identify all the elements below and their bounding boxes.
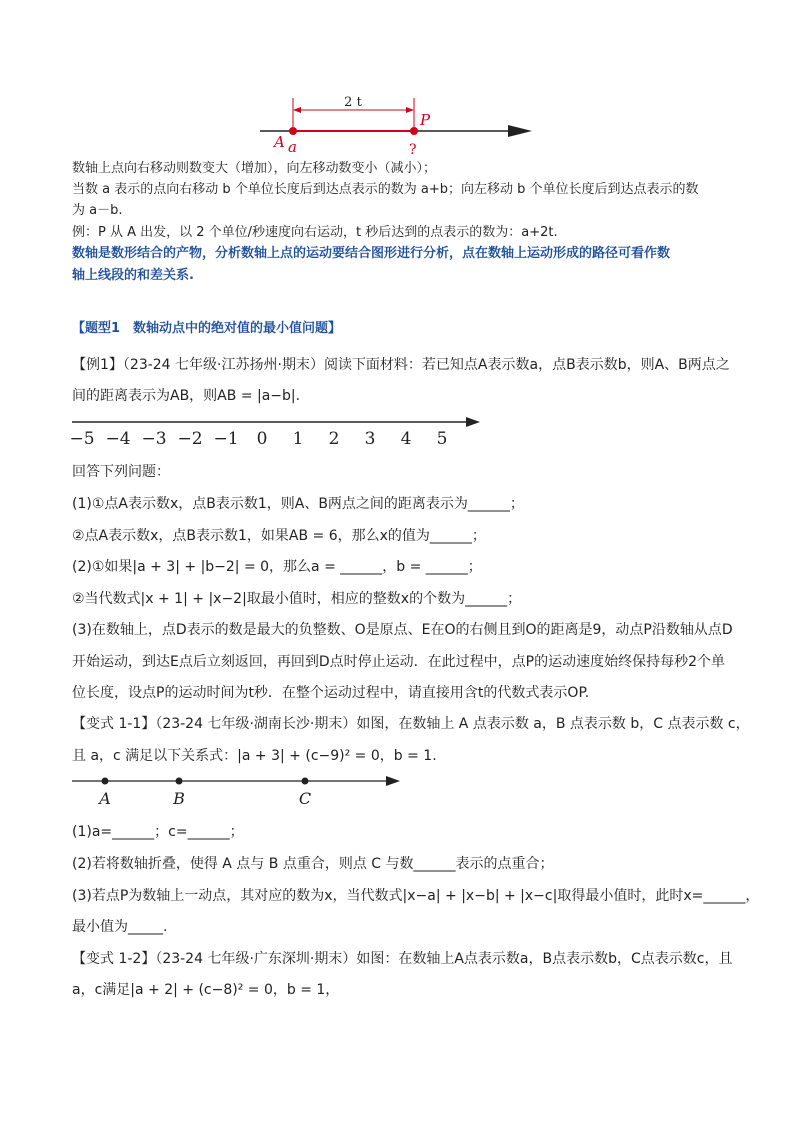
tip-line-2: 轴上线段的和差关系. xyxy=(72,268,194,283)
variant1-arrowhead xyxy=(386,776,400,786)
variant1-q1: (1)a=______；c=______； xyxy=(72,824,244,840)
example1-line-1: 【例1】（23-24 七年级·江苏扬州·期末）阅读下面材料：若已知点A表示数a，点B表示数b，则A、B两点之 xyxy=(72,357,730,373)
point-p xyxy=(410,127,418,135)
tick-label: −4 xyxy=(105,429,131,449)
label-a: a xyxy=(288,138,297,156)
answer-prompt: 回答下列问题： xyxy=(72,464,170,480)
intro-line-3: 为 a－b. xyxy=(72,203,123,218)
tip-line-1: 数轴是数形结合的产物，分析数轴上点的运动要结合图形进行分析，点在数轴上运动形成的路径可看作数 xyxy=(72,246,671,261)
tick-label: 5 xyxy=(436,429,448,449)
moving-point-diagram xyxy=(240,90,550,160)
variant1-q3-line-2: 最小值为_____. xyxy=(72,919,168,935)
distance-label: 2 t xyxy=(344,95,362,110)
tick-label: 0 xyxy=(256,429,268,449)
variant1-label-B: B xyxy=(173,789,185,808)
q3-line-1: (3)在数轴上，点D表示的数是最大的负整数、O是原点、E在O的右侧且到O的距离是9，动点P沿数轴从点D xyxy=(72,622,733,638)
q2-part-b: ②当代数式|x + 1| + |x−2|取最小值时，相应的整数x的个数为______； xyxy=(72,591,522,607)
tick-label: −3 xyxy=(141,429,167,449)
variant2-line-2: a，c满足|a + 2| + (c−8)² = 0，b = 1， xyxy=(72,982,340,998)
tick-label: 3 xyxy=(364,429,376,449)
variant2-line-1: 【变式 1-2】（23-24 七年级·广东深圳·期末）如图：在数轴上A点表示数a，B点表示数b，C点表示数c，且 xyxy=(72,951,733,967)
q2-part-a: (2)①如果|a + 3| + |b−2| = 0，那么a = ______，b = ______； xyxy=(72,559,482,575)
tick-label: −1 xyxy=(213,429,239,449)
variant1-line-2: 且 a，c 满足以下关系式：|a + 3| + (c−9)² = 0，b = 1. xyxy=(72,748,437,764)
variant1-q3-line-1: (3)若点P为数轴上一动点，其对应的数为x，当代数式|x−a| + |x−b| + |x−c|取得最小值时，此时x=______， xyxy=(72,888,760,904)
q1-part-a: (1)①点A表示数x，点B表示数1，则A、B两点之间的距离表示为______； xyxy=(72,496,524,512)
q3-line-2: 开始运动，到达E点后立刻返回，再回到D点时停止运动．在此过程中，点P的运动速度始终保持每秒2个单 xyxy=(72,654,725,670)
example1-line-2: 间的距离表示为AB，则AB = |a−b|. xyxy=(72,388,301,404)
variant1-label-C: C xyxy=(298,789,312,808)
variant1-q2: (2)若将数轴折叠，使得 A 点与 B 点重合，则点 C 与数______表示的点重合； xyxy=(72,856,554,872)
point-a xyxy=(289,127,297,135)
label-question: ? xyxy=(409,142,417,158)
section-title: 【题型1 数轴动点中的绝对值的最小值问题】 xyxy=(72,321,342,336)
variant1-line-1: 【变式 1-1】（23-24 七年级·湖南长沙·期末）如图，在数轴上 A 点表示数 a，B 点表示数 b，C 点表示数 c， xyxy=(72,716,750,732)
intro-line-1: 数轴上点向右移动则数变大（增加），向左移动数变小（减小）； xyxy=(72,161,437,176)
distance-arrow-right xyxy=(406,107,414,113)
number-line-arrowhead xyxy=(466,417,480,427)
tick-label: −2 xyxy=(177,429,203,449)
number-line-variant1 xyxy=(68,768,408,810)
tick-label: −5 xyxy=(69,429,95,449)
intro-example: 例：P 从 A 出发，以 2 个单位/秒速度向右运动，t 秒后达到的点表示的数为：a+2t. xyxy=(72,225,558,240)
variant1-point-C xyxy=(302,778,309,785)
number-line-ticks xyxy=(69,429,447,449)
q1-part-b: ②点A表示数x，点B表示数1，如果AB = 6，那么x的值为______； xyxy=(72,528,486,544)
q3-line-3: 位长度，设点P的运动时间为t秒．在整个运动过程中，请直接用含t的代数式表示OP. xyxy=(72,685,590,701)
variant1-point-A xyxy=(102,778,109,785)
tick-label: 1 xyxy=(292,429,304,449)
label-A: A xyxy=(274,133,285,151)
tick-label: 2 xyxy=(328,429,340,449)
variant1-label-A: A xyxy=(99,789,111,808)
axis-arrowhead xyxy=(508,125,532,137)
label-P: P xyxy=(420,111,431,129)
intro-line-2: 当数 a 表示的点向右移动 b 个单位长度后到达点表示的数为 a+b；向左移动 b 个单位长度后到达点表示的数 xyxy=(72,182,699,197)
tick-label: 4 xyxy=(400,429,412,449)
number-line-example1 xyxy=(68,410,488,450)
variant1-point-B xyxy=(176,778,183,785)
distance-arrow-left xyxy=(293,107,301,113)
